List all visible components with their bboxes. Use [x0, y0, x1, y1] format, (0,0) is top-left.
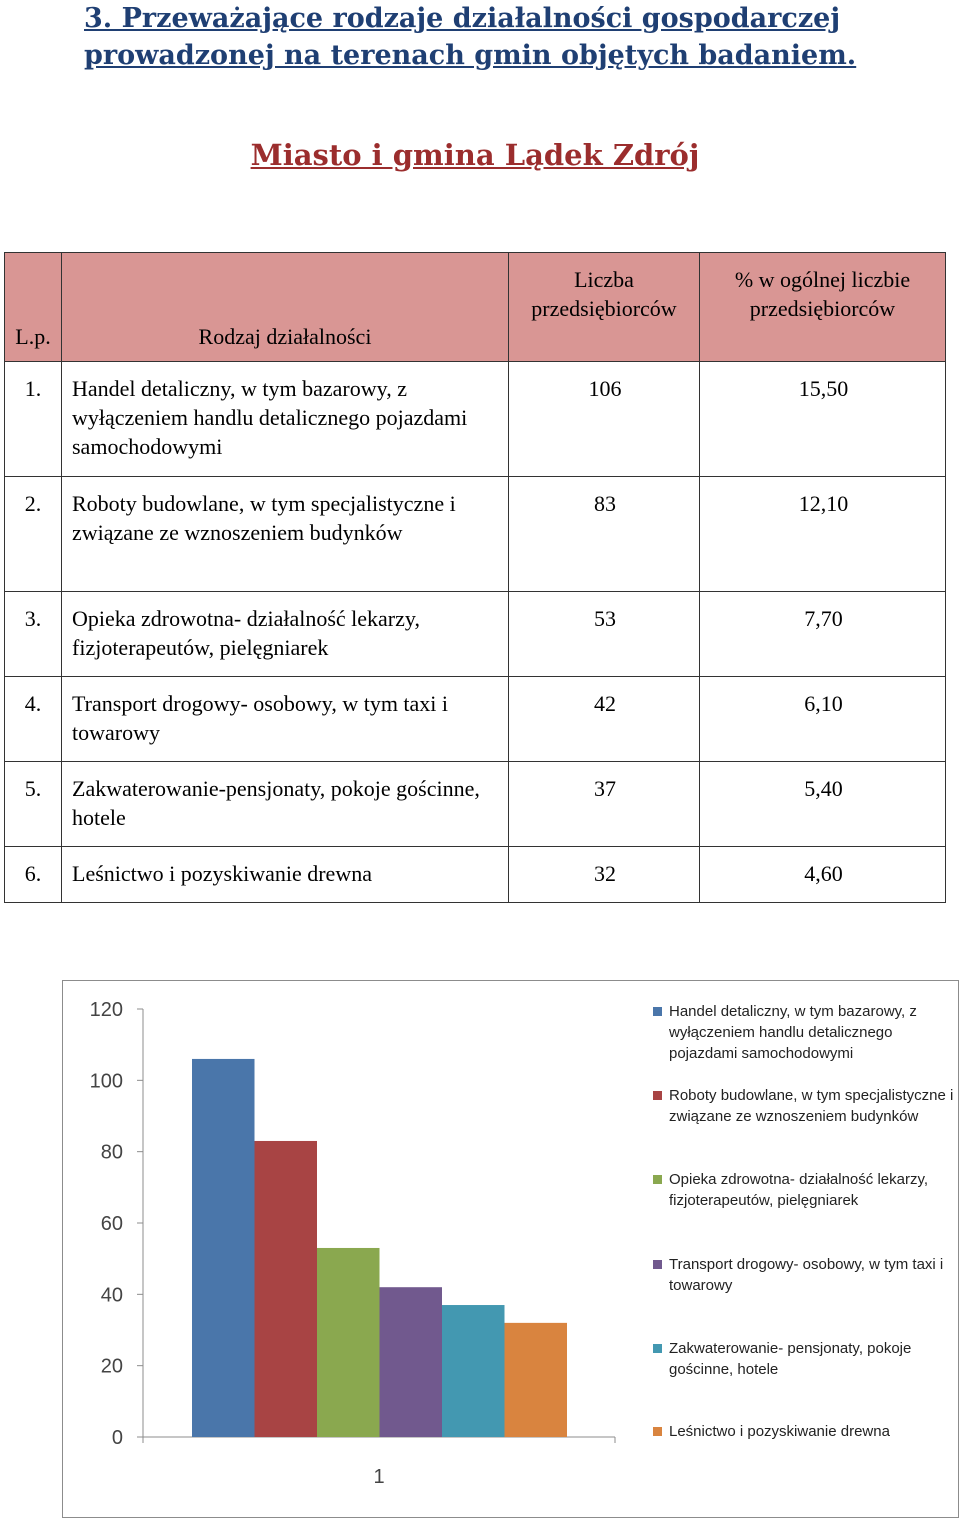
cell-procent: 7,70 [700, 592, 946, 677]
cell-liczba: 37 [509, 762, 700, 847]
table-row [5, 677, 946, 762]
header-rodzaj: Rodzaj działalności [62, 253, 509, 362]
y-tick-label: 60 [100, 1213, 123, 1235]
cell-liczba: 53 [509, 592, 700, 677]
table-row [5, 847, 946, 903]
cell-lp: 3. [5, 592, 62, 677]
bar-series-1 [192, 1059, 255, 1437]
legend-label: Zakwaterowanie- pensjonaty, pokoje gościnne, hotele [669, 1340, 912, 1378]
bar-series-3 [317, 1248, 380, 1437]
cell-lp: 2. [5, 477, 62, 592]
cell-lp: 5. [5, 762, 62, 847]
header-liczba: Liczba przedsiębiorców [509, 253, 700, 362]
business-table [4, 252, 946, 903]
cell-procent: 15,50 [700, 362, 946, 477]
cell-rodzaj: Handel detaliczny, w tym bazarowy, z wyłączeniem handlu detalicznego pojazdami samochodowymi [62, 362, 509, 477]
cell-liczba: 32 [509, 847, 700, 903]
header-procent: % w ogólnej liczbie przedsiębiorców [700, 253, 946, 362]
bar-chart [62, 980, 959, 1518]
bar-series-2 [255, 1141, 318, 1437]
table-row [5, 477, 946, 592]
legend-swatch [653, 1260, 662, 1269]
cell-procent: 6,10 [700, 677, 946, 762]
legend-label: Handel detaliczny, w tym bazarowy, z wyłączeniem handlu detalicznego pojazdami samochodowymi [669, 1003, 917, 1062]
cell-rodzaj: Roboty budowlane, w tym specjalistyczne i związane ze wznoszeniem budynków [62, 477, 509, 592]
legend-swatch [653, 1427, 662, 1436]
legend-label: Roboty budowlane, w tym specjalistyczne i związane ze wznoszeniem budynków [669, 1087, 954, 1125]
cell-lp: 4. [5, 677, 62, 762]
y-tick-label: 80 [100, 1141, 123, 1164]
bar-series-5 [442, 1305, 505, 1437]
cell-procent: 4,60 [700, 847, 946, 903]
y-tick-label: 120 [89, 999, 123, 1021]
y-tick-label: 100 [89, 1070, 123, 1093]
y-tick-label: 40 [100, 1284, 123, 1307]
legend-label: Leśnictwo i pozyskiwanie drewna [669, 1423, 890, 1440]
y-tick-label: 0 [111, 1427, 123, 1449]
table-row [5, 592, 946, 677]
cell-liczba: 42 [509, 677, 700, 762]
cell-liczba: 83 [509, 477, 700, 592]
section-subtitle: Miasto i gmina Lądek Zdrój [250, 138, 700, 172]
cell-rodzaj: Transport drogowy- osobowy, w tym taxi i towarowy [62, 677, 509, 762]
legend-label: Opieka zdrowotna- działalność lekarzy, fizjoterapeutów, pielęgniarek [669, 1171, 929, 1209]
legend-swatch [653, 1344, 662, 1353]
cell-lp: 1. [5, 362, 62, 477]
table-row [5, 762, 946, 847]
cell-procent: 12,10 [700, 477, 946, 592]
legend-swatch [653, 1175, 662, 1184]
cell-rodzaj: Zakwaterowanie-pensjonaty, pokoje gościnne, hotele [62, 762, 509, 847]
page-title: 3. Przeważające rodzaje działalności gospodarczej prowadzonej na terenach gmin objętych badaniem. [84, 3, 857, 71]
legend-label: Transport drogowy- osobowy, w tym taxi i towarowy [669, 1256, 944, 1294]
bar-series-4 [380, 1287, 443, 1437]
header-lp: L.p. [5, 253, 62, 362]
x-tick-label: 1 [373, 1466, 385, 1488]
cell-lp: 6. [5, 847, 62, 903]
table-header-row [5, 253, 946, 362]
legend-swatch [653, 1091, 662, 1100]
cell-procent: 5,40 [700, 762, 946, 847]
table-row [5, 362, 946, 477]
cell-rodzaj: Leśnictwo i pozyskiwanie drewna [62, 847, 509, 903]
legend-swatch [653, 1007, 662, 1016]
cell-liczba: 106 [509, 362, 700, 477]
y-tick-label: 20 [100, 1355, 123, 1378]
bar-series-6 [505, 1323, 568, 1437]
chart-plot [63, 981, 653, 1517]
cell-rodzaj: Opieka zdrowotna- działalność lekarzy, fizjoterapeutów, pielęgniarek [62, 592, 509, 677]
